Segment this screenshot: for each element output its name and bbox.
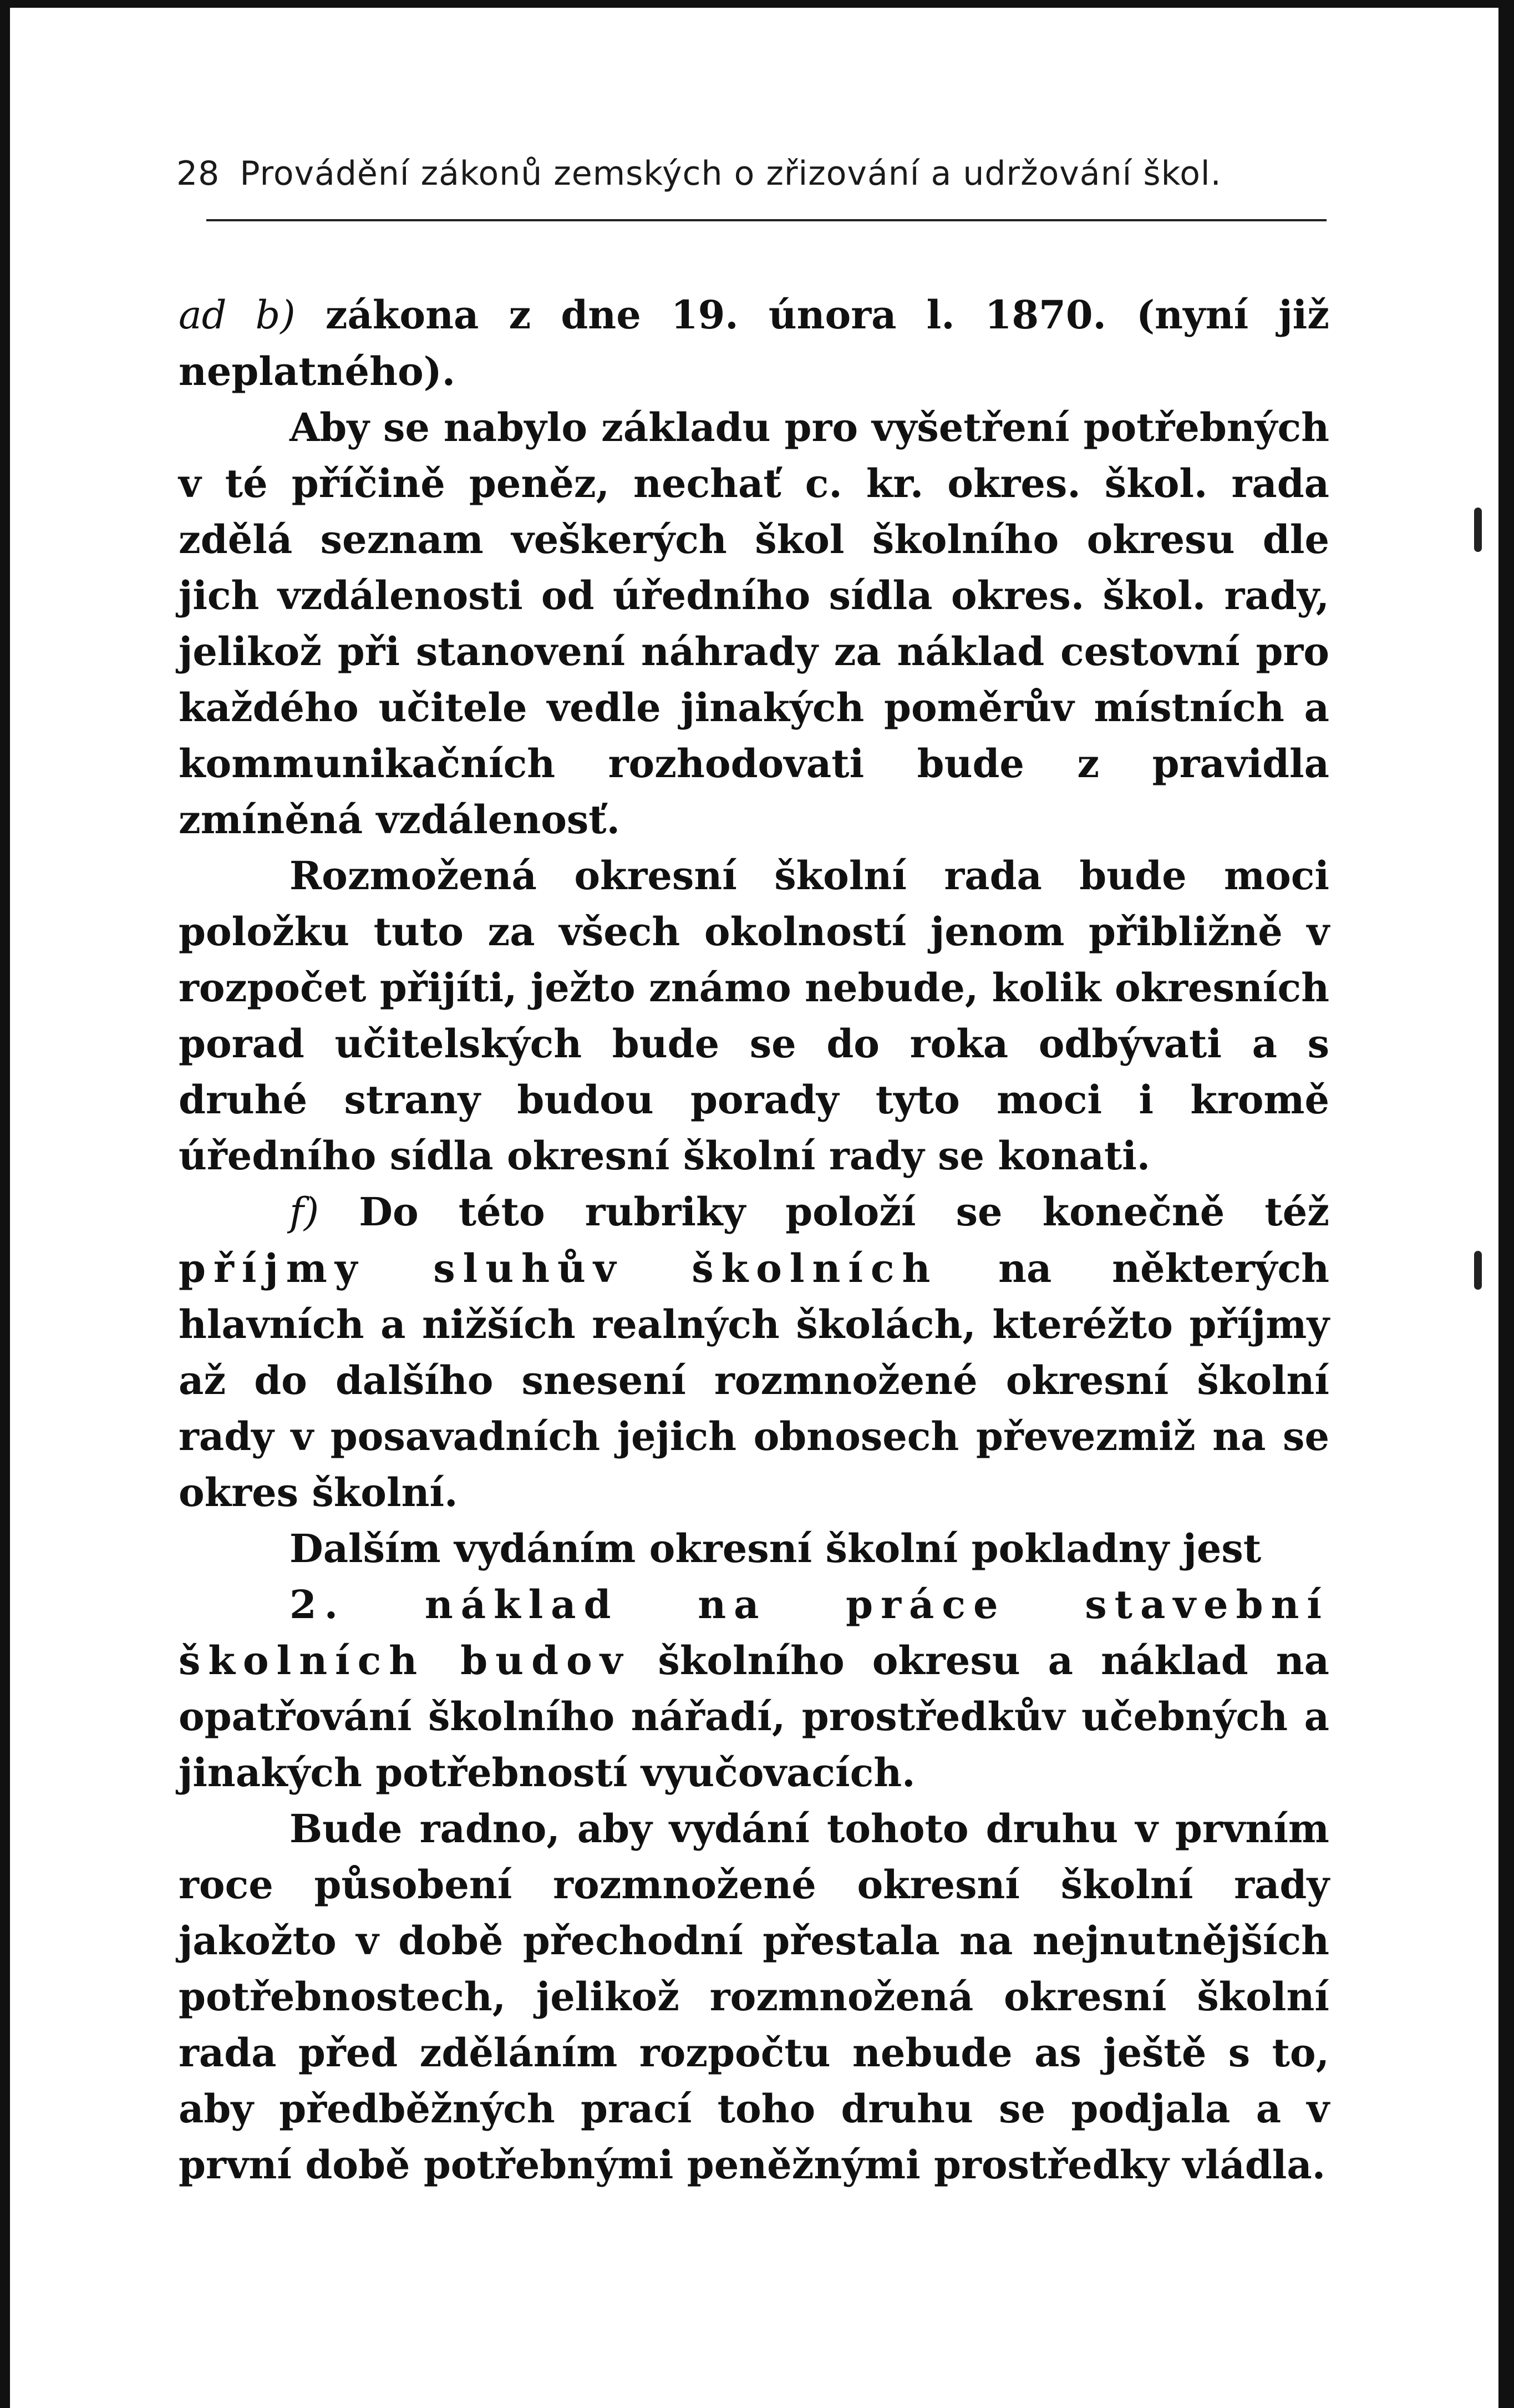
- paragraph-text: na některých hlavních a nižších realných školách, kteréžto příjmy až do dalšího snesení rozmnožené okresní školní rady v posavadních jejich obnosech převezmiž na se okres školní.: [179, 1245, 1329, 1515]
- spaced-emphasis: 2. náklad na práce stavební školních budov: [179, 1581, 1329, 1684]
- item-label: f): [289, 1189, 319, 1235]
- running-title: Provádění zákonů zemských o zřizování a udržování škol.: [240, 154, 1222, 193]
- spaced-emphasis: příjmy sluhův školních: [179, 1245, 938, 1291]
- paragraph: Dalším vydáním okresní školní pokladny jest: [289, 1525, 1262, 1571]
- paragraph-text: Do této rubriky položí se konečně též: [319, 1189, 1329, 1235]
- paragraph-text: školního okresu a náklad na opatřování školního nářadí, prostředkův učebných a jinakých potřebností vyučovacích.: [179, 1638, 1329, 1796]
- margin-mark: [1474, 508, 1482, 552]
- scan-border-right: [1498, 0, 1514, 2408]
- paragraph: Bude radno, aby vydání tohoto druhu v prvním roce působení rozmnožené okresní školní rady jakožto v době přechodní přestala na nejnutnějších potřebnostech, jelikož rozmnožená okresní školní rada před zděláním rozpočtu nebude as ještě s to, aby předběžných prací toho druhu se podjala a v první době potřebnými peněžnými prostředky vládla.: [179, 1806, 1329, 2188]
- paragraph: [179, 287, 1329, 399]
- running-header: [176, 154, 1319, 210]
- paragraph: [179, 1184, 1329, 1520]
- paragraph: [179, 1576, 1329, 1801]
- page-number: 28: [176, 154, 220, 193]
- scan-border-top: [0, 0, 1514, 8]
- paragraph-text: zákona z dne 19. února l. 1870. (nyní již neplatného).: [179, 292, 1329, 394]
- scan-border-left: [0, 0, 10, 2408]
- page-body: [179, 287, 1329, 2193]
- header-rule: [206, 219, 1327, 221]
- paragraph: Aby se nabylo základu pro vyšetření potřebných v té příčině peněz, nechať c. kr. okres. škol. rada zdělá seznam veškerých škol školního okresu dle jich vzdálenosti od úředního sídla okres. škol. rady, jelikož při stanovení náhrady za náklad cestovní pro každého učitele vedle jinakých poměrův místních a kommunikačních rozhodovati bude z pravidla zmíněná vzdálenosť.: [179, 404, 1329, 843]
- margin-mark: [1474, 1251, 1482, 1290]
- paragraph: Rozmožená okresní školní rada bude moci položku tuto za všech okolností jenom přibližně v rozpočet přijíti, ježto známo nebude, kolik okresních porad učitelských bude se do roka odbývati a s druhé strany budou porady tyto moci i kromě úředního sídla okresní školní rady se konati.: [179, 853, 1329, 1179]
- item-label: ad b): [179, 292, 296, 338]
